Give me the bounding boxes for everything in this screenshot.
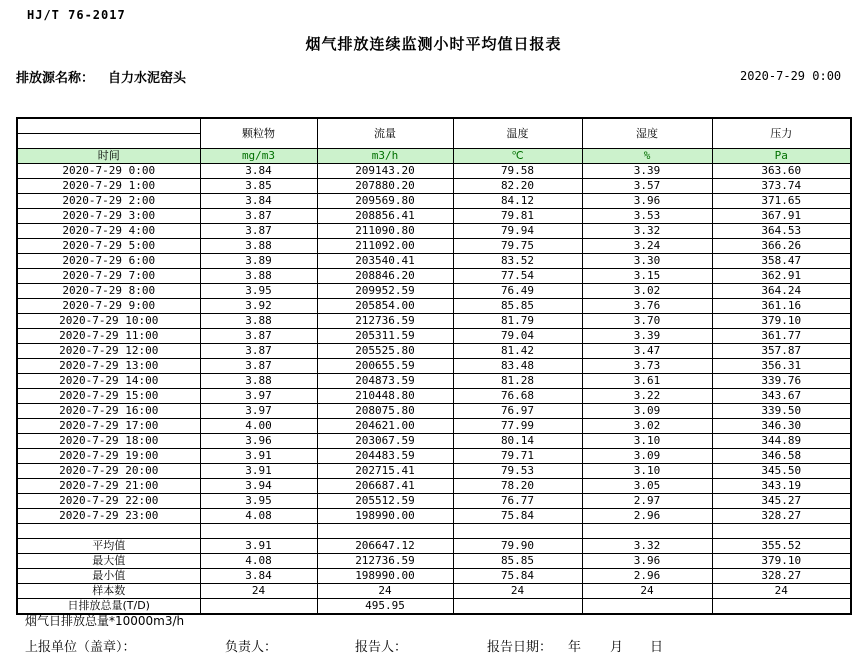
humidity-cell: 3.76	[582, 299, 712, 314]
table-row	[17, 299, 851, 314]
particulate-cell: 3.91	[200, 449, 317, 464]
pressure-cell: 344.89	[712, 434, 851, 449]
pressure-cell: 364.53	[712, 224, 851, 239]
time-header-spacer	[17, 134, 200, 149]
flow-cell: 209952.59	[317, 284, 453, 299]
pressure-cell: 371.65	[712, 194, 851, 209]
table-row	[17, 389, 851, 404]
flow-cell: 204621.00	[317, 419, 453, 434]
time-cell: 2020-7-29 19:00	[17, 449, 200, 464]
table-row	[17, 374, 851, 389]
temperature-cell: 81.42	[453, 344, 582, 359]
humidity-cell: 3.24	[582, 239, 712, 254]
temperature-cell: 79.81	[453, 209, 582, 224]
table-row	[17, 479, 851, 494]
temperature-cell: 76.49	[453, 284, 582, 299]
humidity-cell: 3.09	[582, 404, 712, 419]
particulate-cell: 3.97	[200, 404, 317, 419]
table-row	[17, 179, 851, 194]
table-row	[17, 224, 851, 239]
pressure-cell: 328.27	[712, 569, 851, 584]
temperature-cell: 24	[453, 584, 582, 599]
unit-pressure: Pa	[712, 149, 851, 164]
particulate-cell: 3.94	[200, 479, 317, 494]
flow-cell: 198990.00	[317, 569, 453, 584]
particulate-cell: 3.89	[200, 254, 317, 269]
flow-cell: 211092.00	[317, 239, 453, 254]
table-row	[17, 344, 851, 359]
daily-total-note: 烟气日排放总量*10000m3/h	[25, 614, 185, 628]
pressure-cell: 24	[712, 584, 851, 599]
table-row	[17, 464, 851, 479]
time-cell: 2020-7-29 7:00	[17, 269, 200, 284]
emission-source-line	[16, 67, 186, 86]
particulate-cell: 3.96	[200, 434, 317, 449]
particulate-cell: 3.92	[200, 299, 317, 314]
responsible-person-label: 负责人：	[225, 640, 278, 655]
unit-temperature: ℃	[453, 149, 582, 164]
particulate-cell: 24	[200, 584, 317, 599]
separator-row	[17, 524, 851, 539]
table-row	[17, 359, 851, 374]
page-title: 烟气排放连续监测小时平均值日报表	[305, 35, 562, 53]
pressure-cell: 367.91	[712, 209, 851, 224]
table-row	[17, 449, 851, 464]
summary-label: 最小值	[17, 569, 200, 584]
table-row	[17, 314, 851, 329]
signature-row	[0, 636, 867, 655]
humidity-cell: 3.39	[582, 329, 712, 344]
particulate-cell: 3.87	[200, 359, 317, 374]
temperature-cell: 79.75	[453, 239, 582, 254]
humidity-cell: 24	[582, 584, 712, 599]
time-cell: 2020-7-29 23:00	[17, 509, 200, 524]
temperature-cell: 76.77	[453, 494, 582, 509]
humidity-cell: 3.32	[582, 224, 712, 239]
unit-row	[17, 149, 851, 164]
humidity-cell: 2.96	[582, 569, 712, 584]
particulate-cell: 3.87	[200, 209, 317, 224]
humidity-cell: 3.30	[582, 254, 712, 269]
particulate-cell: 4.08	[200, 509, 317, 524]
summary-row	[17, 569, 851, 584]
humidity-cell: 3.10	[582, 434, 712, 449]
pressure-cell: 362.91	[712, 269, 851, 284]
humidity-cell: 3.05	[582, 479, 712, 494]
pressure-cell: 373.74	[712, 179, 851, 194]
time-cell: 2020-7-29 16:00	[17, 404, 200, 419]
flow-cell: 24	[317, 584, 453, 599]
table-row	[17, 404, 851, 419]
humidity-cell: 3.09	[582, 449, 712, 464]
particulate-cell: 3.95	[200, 284, 317, 299]
column-header-humidity: 湿度	[582, 118, 712, 149]
temperature-cell: 76.68	[453, 389, 582, 404]
pressure-cell: 358.47	[712, 254, 851, 269]
emission-source-name: 自力水泥窑头	[108, 71, 187, 86]
pressure-cell: 339.76	[712, 374, 851, 389]
pressure-cell: 346.30	[712, 419, 851, 434]
table-row	[17, 209, 851, 224]
summary-row	[17, 539, 851, 554]
humidity-cell: 3.57	[582, 179, 712, 194]
time-cell: 2020-7-29 5:00	[17, 239, 200, 254]
reporting-unit-label: 上报单位（盖章）：	[25, 640, 136, 655]
flow-cell: 204483.59	[317, 449, 453, 464]
time-cell: 2020-7-29 8:00	[17, 284, 200, 299]
table-row	[17, 194, 851, 209]
hourly-data-body	[17, 164, 851, 524]
flow-cell: 198990.00	[317, 509, 453, 524]
unit-humidity: %	[582, 149, 712, 164]
temperature-cell: 76.97	[453, 404, 582, 419]
time-cell: 2020-7-29 4:00	[17, 224, 200, 239]
flow-cell: 495.95	[317, 599, 453, 615]
temperature-cell: 79.58	[453, 164, 582, 179]
flow-cell: 210448.80	[317, 389, 453, 404]
pressure-cell: 361.16	[712, 299, 851, 314]
pressure-cell: 343.67	[712, 389, 851, 404]
time-header-spacer	[17, 118, 200, 134]
particulate-cell: 3.88	[200, 374, 317, 389]
pressure-cell: 339.50	[712, 404, 851, 419]
flow-cell: 208075.80	[317, 404, 453, 419]
flow-cell: 206647.12	[317, 539, 453, 554]
particulate-cell: 3.97	[200, 389, 317, 404]
year-label: 年	[568, 640, 582, 655]
humidity-cell: 3.10	[582, 464, 712, 479]
summary-label: 日排放总量(T/D)	[17, 599, 200, 615]
pressure-cell: 366.26	[712, 239, 851, 254]
temperature-cell: 79.04	[453, 329, 582, 344]
temperature-cell: 77.54	[453, 269, 582, 284]
time-cell: 2020-7-29 1:00	[17, 179, 200, 194]
humidity-cell: 3.73	[582, 359, 712, 374]
pressure-cell: 379.10	[712, 554, 851, 569]
particulate-cell: 4.00	[200, 419, 317, 434]
standard-code: HJ/T 76-2017	[27, 8, 126, 22]
time-cell: 2020-7-29 14:00	[17, 374, 200, 389]
temperature-cell: 81.28	[453, 374, 582, 389]
table-row	[17, 164, 851, 179]
table-row	[17, 434, 851, 449]
flow-cell: 209569.80	[317, 194, 453, 209]
flow-cell: 207880.20	[317, 179, 453, 194]
month-label: 月	[610, 640, 624, 655]
unit-particulate: mg/m3	[200, 149, 317, 164]
pressure-cell	[712, 599, 851, 615]
particulate-cell: 3.88	[200, 269, 317, 284]
flow-cell: 202715.41	[317, 464, 453, 479]
temperature-cell: 75.84	[453, 569, 582, 584]
time-cell: 2020-7-29 18:00	[17, 434, 200, 449]
temperature-cell: 77.99	[453, 419, 582, 434]
humidity-cell: 3.53	[582, 209, 712, 224]
temperature-cell: 78.20	[453, 479, 582, 494]
temperature-cell: 83.52	[453, 254, 582, 269]
time-cell: 2020-7-29 21:00	[17, 479, 200, 494]
flow-cell: 208856.41	[317, 209, 453, 224]
humidity-cell: 3.02	[582, 419, 712, 434]
flow-cell: 205311.59	[317, 329, 453, 344]
time-column-header: 时间	[17, 149, 200, 164]
pressure-cell: 363.60	[712, 164, 851, 179]
column-header-flow: 流量	[317, 118, 453, 149]
humidity-cell: 3.61	[582, 374, 712, 389]
header-row-top	[17, 118, 851, 134]
pressure-cell: 356.31	[712, 359, 851, 374]
humidity-cell: 3.32	[582, 539, 712, 554]
particulate-cell: 4.08	[200, 554, 317, 569]
day-label: 日	[650, 640, 664, 655]
particulate-cell: 3.84	[200, 194, 317, 209]
particulate-cell: 3.95	[200, 494, 317, 509]
particulate-cell: 3.91	[200, 539, 317, 554]
humidity-cell: 2.97	[582, 494, 712, 509]
humidity-cell: 3.39	[582, 164, 712, 179]
flow-cell: 205512.59	[317, 494, 453, 509]
table-row	[17, 284, 851, 299]
temperature-cell: 79.53	[453, 464, 582, 479]
humidity-cell: 3.70	[582, 314, 712, 329]
temperature-cell: 79.94	[453, 224, 582, 239]
summary-label: 最大值	[17, 554, 200, 569]
temperature-cell: 81.79	[453, 314, 582, 329]
particulate-cell: 3.87	[200, 344, 317, 359]
table-row	[17, 509, 851, 524]
flow-cell: 205525.80	[317, 344, 453, 359]
report-date-label: 报告日期：	[487, 640, 553, 655]
report-datetime: 2020-7-29 0:00	[740, 69, 842, 83]
flow-cell: 205854.00	[317, 299, 453, 314]
humidity-cell: 2.96	[582, 509, 712, 524]
temperature-cell: 75.84	[453, 509, 582, 524]
pressure-cell: 361.77	[712, 329, 851, 344]
temperature-cell	[453, 599, 582, 615]
time-cell: 2020-7-29 2:00	[17, 194, 200, 209]
flow-cell: 200655.59	[317, 359, 453, 374]
pressure-cell: 345.27	[712, 494, 851, 509]
particulate-cell: 3.88	[200, 239, 317, 254]
time-cell: 2020-7-29 11:00	[17, 329, 200, 344]
temperature-cell: 85.85	[453, 554, 582, 569]
humidity-cell: 3.96	[582, 554, 712, 569]
particulate-cell	[200, 599, 317, 615]
temperature-cell: 80.14	[453, 434, 582, 449]
time-cell: 2020-7-29 13:00	[17, 359, 200, 374]
flow-cell: 211090.80	[317, 224, 453, 239]
time-cell: 2020-7-29 17:00	[17, 419, 200, 434]
humidity-cell: 3.96	[582, 194, 712, 209]
summary-label: 平均值	[17, 539, 200, 554]
temperature-cell: 83.48	[453, 359, 582, 374]
time-cell: 2020-7-29 0:00	[17, 164, 200, 179]
table-row	[17, 494, 851, 509]
unit-flow: m3/h	[317, 149, 453, 164]
temperature-cell: 79.71	[453, 449, 582, 464]
humidity-cell: 3.22	[582, 389, 712, 404]
pressure-cell: 379.10	[712, 314, 851, 329]
particulate-cell: 3.84	[200, 569, 317, 584]
time-cell: 2020-7-29 20:00	[17, 464, 200, 479]
pressure-cell: 355.52	[712, 539, 851, 554]
pressure-cell: 343.19	[712, 479, 851, 494]
temperature-cell: 82.20	[453, 179, 582, 194]
table-row	[17, 239, 851, 254]
temperature-cell: 85.85	[453, 299, 582, 314]
time-cell: 2020-7-29 6:00	[17, 254, 200, 269]
column-header-particulate: 颗粒物	[200, 118, 317, 149]
temperature-cell: 84.12	[453, 194, 582, 209]
table-row	[17, 269, 851, 284]
flow-cell: 208846.20	[317, 269, 453, 284]
table-row	[17, 329, 851, 344]
particulate-cell: 3.91	[200, 464, 317, 479]
flow-cell: 203067.59	[317, 434, 453, 449]
particulate-cell: 3.87	[200, 224, 317, 239]
table-row	[17, 419, 851, 434]
reporter-label: 报告人：	[355, 640, 408, 655]
pressure-cell: 357.87	[712, 344, 851, 359]
summary-row	[17, 584, 851, 599]
summary-row	[17, 554, 851, 569]
particulate-cell: 3.87	[200, 329, 317, 344]
time-cell: 2020-7-29 3:00	[17, 209, 200, 224]
particulate-cell: 3.84	[200, 164, 317, 179]
particulate-cell: 3.88	[200, 314, 317, 329]
table-row	[17, 254, 851, 269]
flow-cell: 212736.59	[317, 554, 453, 569]
flow-cell: 206687.41	[317, 479, 453, 494]
column-header-pressure: 压力	[712, 118, 851, 149]
summary-body	[17, 539, 851, 615]
time-cell: 2020-7-29 12:00	[17, 344, 200, 359]
humidity-cell: 3.15	[582, 269, 712, 284]
pressure-cell: 346.58	[712, 449, 851, 464]
humidity-cell: 3.02	[582, 284, 712, 299]
humidity-cell	[582, 599, 712, 615]
temperature-cell: 79.90	[453, 539, 582, 554]
pressure-cell: 328.27	[712, 509, 851, 524]
time-cell: 2020-7-29 22:00	[17, 494, 200, 509]
flow-cell: 209143.20	[317, 164, 453, 179]
particulate-cell: 3.85	[200, 179, 317, 194]
time-cell: 2020-7-29 9:00	[17, 299, 200, 314]
column-header-temperature: 温度	[453, 118, 582, 149]
flow-cell: 204873.59	[317, 374, 453, 389]
pressure-cell: 345.50	[712, 464, 851, 479]
flow-cell: 203540.41	[317, 254, 453, 269]
monitoring-data-table	[16, 117, 852, 615]
time-cell: 2020-7-29 10:00	[17, 314, 200, 329]
flow-cell: 212736.59	[317, 314, 453, 329]
summary-label: 样本数	[17, 584, 200, 599]
pressure-cell: 364.24	[712, 284, 851, 299]
time-cell: 2020-7-29 15:00	[17, 389, 200, 404]
emission-source-label: 排放源名称：	[16, 71, 95, 86]
humidity-cell: 3.47	[582, 344, 712, 359]
